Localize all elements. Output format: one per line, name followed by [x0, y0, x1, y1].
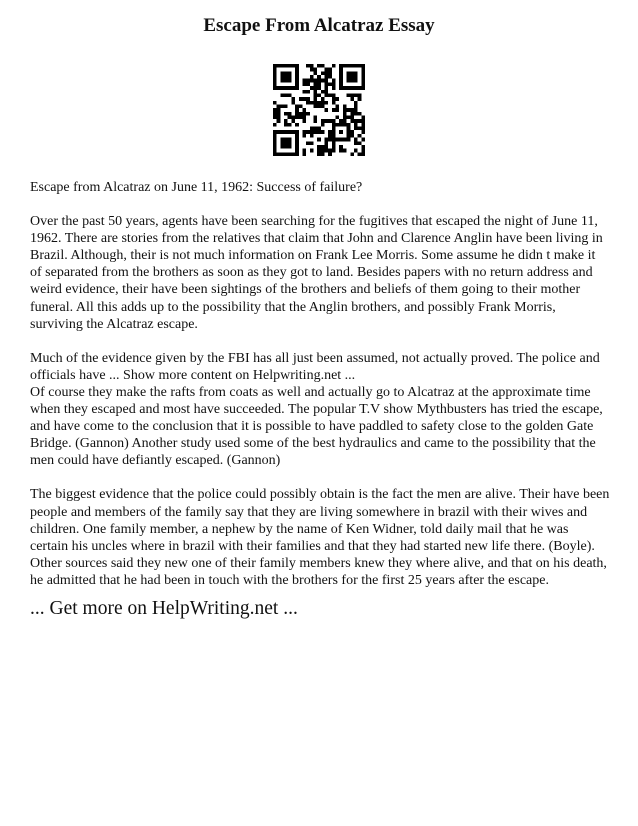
qr-code-icon[interactable]	[273, 64, 365, 156]
essay-paragraph: Much of the evidence given by the FBI has all just been assumed, not actually proved. The police and officials have ... Show more content on Helpwriting.net ...	[30, 350, 600, 383]
essay-subtitle: Escape from Alcatraz on June 11, 1962: Success of failure?	[30, 180, 363, 195]
essay-paragraph: Of course they make the rafts from coats as well and actually go to Alcatraz at the approximate time when they escaped and most have succeeded. The popular T.V show Mythbusters has tried the escape, and have come to the conclusion that it is possible to have paddled to safety close to the golden Gate Bridge. (Gannon) Another study used some of the best hydraulics and came to the possibility that the men could have defiantly escaped. (Gannon)	[30, 384, 603, 469]
essay-body	[30, 179, 610, 606]
essay-paragraph: Over the past 50 years, agents have been searching for the fugitives that escaped the night of June 11, 1962. There are stories from the relatives that claim that John and Clarence Anglin have been living in Brazil. Although, their is not much information on Frank Lee Morris. Some assume he didn t make it of separated from the brothers as soon as they got to land. Besides papers with no return address and weird evidence, their have been sightings of the brothers and beliefs of them going to their mother funeral. All this adds up to the possibility that the Anglin brothers, and possibly Frank Morris, surviving the Alcatraz escape.	[30, 214, 603, 332]
get-more-link[interactable]: ... Get more on HelpWriting.net ...	[30, 598, 298, 619]
page-title: Escape From Alcatraz Essay	[203, 15, 435, 36]
essay-paragraph: The biggest evidence that the police could possibly obtain is the fact the men are alive. Their have been people and members of the family say that they are living somewhere in brazil with their wives and children. One family member, a nephew by the name of Ken Widner, told daily mail that he was certain his uncles where in brazil with their families and that they had started new life there. (Boyle). Other sources said they new one of their family members knew they where alive, and that on his death, he admitted that he had been in touch with the brothers for the first 25 years after the escape.	[30, 487, 610, 588]
